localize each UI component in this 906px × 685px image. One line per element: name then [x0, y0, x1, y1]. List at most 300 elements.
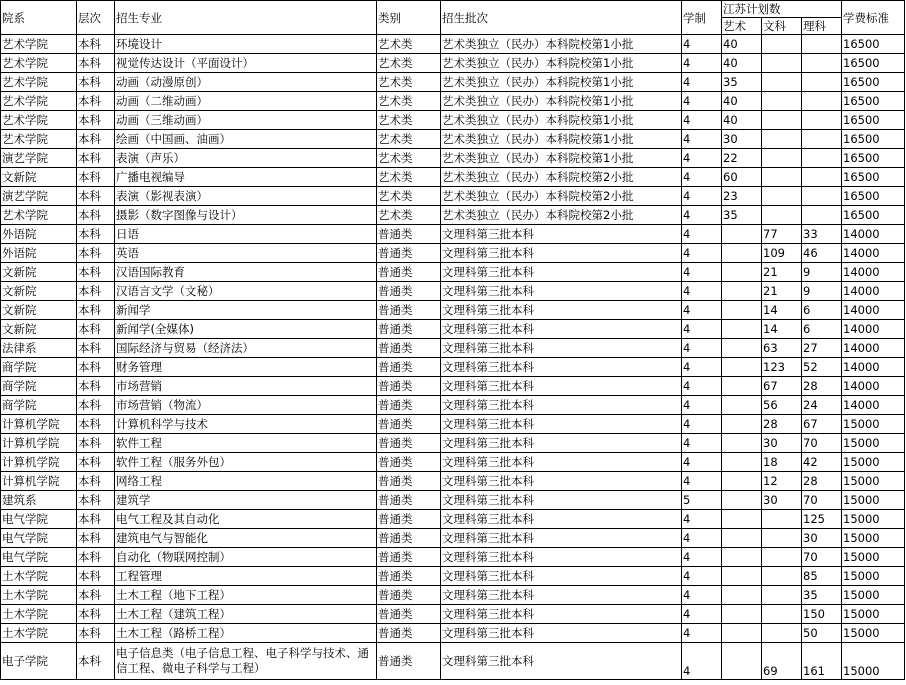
cell-major: 新闻学(全媒体): [115, 320, 377, 339]
cell-duration: 4: [682, 339, 722, 358]
cell-tuition: 16500: [842, 206, 905, 225]
cell-duration: 4: [682, 263, 722, 282]
cell-science: [802, 92, 842, 111]
cell-tuition: 16500: [842, 130, 905, 149]
cell-science: [802, 54, 842, 73]
cell-art: [722, 605, 762, 624]
cell-batch: 艺术类独立（民办）本科院校第2小批: [441, 187, 682, 206]
cell-liberal: [762, 586, 802, 605]
cell-major: 计算机科学与技术: [115, 415, 377, 434]
cell-major: 建筑学: [115, 491, 377, 510]
cell-art: [722, 567, 762, 586]
cell-batch: 文理科第三批本科: [441, 396, 682, 415]
table-row: [1, 130, 905, 149]
cell-batch: 文理科第三批本科: [441, 415, 682, 434]
cell-science: [802, 35, 842, 54]
cell-category: 普通类: [377, 434, 441, 453]
cell-dept: 演艺学院: [1, 187, 77, 206]
table-row: [1, 472, 905, 491]
cell-art: 40: [722, 35, 762, 54]
cell-category: 普通类: [377, 567, 441, 586]
cell-art: [722, 358, 762, 377]
cell-dept: 土木学院: [1, 624, 77, 643]
cell-tuition: 14000: [842, 377, 905, 396]
cell-level: 本科: [77, 510, 115, 529]
cell-art: [722, 301, 762, 320]
cell-tuition: 14000: [842, 244, 905, 263]
cell-tuition: 14000: [842, 358, 905, 377]
table-row: [1, 624, 905, 643]
cell-major: 网络工程: [115, 472, 377, 491]
cell-duration: 4: [682, 130, 722, 149]
cell-liberal: 77: [762, 225, 802, 244]
cell-batch: 文理科第三批本科: [441, 472, 682, 491]
cell-batch: 文理科第三批本科: [441, 263, 682, 282]
header-row: [1, 1, 905, 18]
table-row: [1, 301, 905, 320]
cell-level: 本科: [77, 643, 115, 680]
cell-tuition: 14000: [842, 282, 905, 301]
cell-liberal: [762, 567, 802, 586]
header-dept: 院系: [1, 1, 77, 35]
cell-category: 艺术类: [377, 35, 441, 54]
cell-batch: 文理科第三批本科: [441, 491, 682, 510]
cell-liberal: 123: [762, 358, 802, 377]
table-row: [1, 111, 905, 130]
cell-dept: 电子学院: [1, 643, 77, 680]
cell-tuition: 15000: [842, 434, 905, 453]
cell-duration: 4: [682, 453, 722, 472]
cell-science: 67: [802, 415, 842, 434]
table-row: [1, 377, 905, 396]
cell-dept: 商学院: [1, 396, 77, 415]
cell-liberal: [762, 54, 802, 73]
cell-dept: 艺术学院: [1, 35, 77, 54]
cell-category: 普通类: [377, 491, 441, 510]
cell-liberal: [762, 206, 802, 225]
cell-category: 艺术类: [377, 187, 441, 206]
cell-major: 土木工程（建筑工程）: [115, 605, 377, 624]
cell-liberal: [762, 111, 802, 130]
cell-category: 普通类: [377, 415, 441, 434]
cell-art: 40: [722, 92, 762, 111]
cell-level: 本科: [77, 54, 115, 73]
cell-tuition: 15000: [842, 453, 905, 472]
cell-dept: 文新院: [1, 168, 77, 187]
table-row: [1, 339, 905, 358]
cell-art: 40: [722, 54, 762, 73]
cell-duration: 4: [682, 225, 722, 244]
cell-major: 国际经济与贸易（经济法）: [115, 339, 377, 358]
cell-batch: 文理科第三批本科: [441, 510, 682, 529]
cell-art: [722, 529, 762, 548]
cell-science: 6: [802, 320, 842, 339]
table-row: [1, 605, 905, 624]
cell-tuition: 16500: [842, 168, 905, 187]
cell-major: 新闻学: [115, 301, 377, 320]
cell-category: 普通类: [377, 529, 441, 548]
table-row: [1, 567, 905, 586]
cell-tuition: 14000: [842, 301, 905, 320]
cell-major: 市场营销: [115, 377, 377, 396]
cell-liberal: 14: [762, 301, 802, 320]
cell-tuition: 15000: [842, 643, 905, 680]
table-row: [1, 491, 905, 510]
cell-science: 125: [802, 510, 842, 529]
cell-art: [722, 586, 762, 605]
cell-level: 本科: [77, 320, 115, 339]
table-row: [1, 510, 905, 529]
cell-batch: 艺术类独立（民办）本科院校第1小批: [441, 73, 682, 92]
cell-dept: 土木学院: [1, 567, 77, 586]
cell-art: 35: [722, 206, 762, 225]
cell-science: [802, 168, 842, 187]
cell-batch: 文理科第三批本科: [441, 605, 682, 624]
cell-duration: 4: [682, 206, 722, 225]
cell-dept: 土木学院: [1, 586, 77, 605]
cell-dept: 计算机学院: [1, 434, 77, 453]
cell-category: 普通类: [377, 605, 441, 624]
cell-dept: 电气学院: [1, 510, 77, 529]
cell-batch: 文理科第三批本科: [441, 377, 682, 396]
cell-dept: 艺术学院: [1, 111, 77, 130]
cell-tuition: 16500: [842, 111, 905, 130]
table-row: [1, 187, 905, 206]
cell-art: [722, 624, 762, 643]
table-row: [1, 453, 905, 472]
table-row: [1, 225, 905, 244]
cell-science: [802, 206, 842, 225]
cell-level: 本科: [77, 149, 115, 168]
cell-science: 70: [802, 434, 842, 453]
cell-science: [802, 73, 842, 92]
table-row: [1, 548, 905, 567]
cell-major: 市场营销（物流）: [115, 396, 377, 415]
cell-tuition: 15000: [842, 605, 905, 624]
cell-duration: 4: [682, 605, 722, 624]
cell-level: 本科: [77, 415, 115, 434]
cell-dept: 艺术学院: [1, 92, 77, 111]
cell-liberal: [762, 510, 802, 529]
cell-science: 50: [802, 624, 842, 643]
cell-batch: 艺术类独立（民办）本科院校第1小批: [441, 54, 682, 73]
cell-duration: 4: [682, 548, 722, 567]
cell-art: [722, 377, 762, 396]
cell-science: 161: [802, 643, 842, 680]
cell-level: 本科: [77, 586, 115, 605]
cell-batch: 艺术类独立（民办）本科院校第2小批: [441, 168, 682, 187]
cell-duration: 4: [682, 643, 722, 680]
cell-liberal: 30: [762, 491, 802, 510]
cell-category: 普通类: [377, 453, 441, 472]
table-row: [1, 54, 905, 73]
cell-major: 电子信息类（电子信息工程、电子科学与技术、通信工程、微电子科学与工程）: [115, 643, 377, 680]
cell-liberal: [762, 529, 802, 548]
cell-dept: 文新院: [1, 301, 77, 320]
cell-dept: 计算机学院: [1, 472, 77, 491]
cell-liberal: [762, 35, 802, 54]
cell-tuition: 15000: [842, 510, 905, 529]
cell-science: 27: [802, 339, 842, 358]
cell-tuition: 15000: [842, 491, 905, 510]
cell-tuition: 15000: [842, 624, 905, 643]
cell-duration: 4: [682, 111, 722, 130]
cell-level: 本科: [77, 529, 115, 548]
cell-science: 52: [802, 358, 842, 377]
cell-duration: 4: [682, 54, 722, 73]
cell-category: 普通类: [377, 510, 441, 529]
cell-dept: 艺术学院: [1, 130, 77, 149]
cell-science: 28: [802, 377, 842, 396]
cell-tuition: 14000: [842, 263, 905, 282]
cell-major: 土木工程（地下工程）: [115, 586, 377, 605]
cell-science: 42: [802, 453, 842, 472]
cell-liberal: [762, 149, 802, 168]
cell-art: 22: [722, 149, 762, 168]
cell-art: [722, 396, 762, 415]
header-science: 理科: [802, 18, 842, 35]
cell-liberal: [762, 605, 802, 624]
cell-level: 本科: [77, 282, 115, 301]
cell-major: 汉语言文学（文秘）: [115, 282, 377, 301]
cell-level: 本科: [77, 35, 115, 54]
cell-batch: 文理科第三批本科: [441, 643, 682, 680]
table-row: [1, 320, 905, 339]
cell-dept: 外语院: [1, 225, 77, 244]
cell-duration: 4: [682, 244, 722, 263]
cell-tuition: 16500: [842, 149, 905, 168]
cell-liberal: 109: [762, 244, 802, 263]
cell-tuition: 14000: [842, 396, 905, 415]
cell-category: 艺术类: [377, 73, 441, 92]
cell-science: [802, 111, 842, 130]
cell-category: 艺术类: [377, 149, 441, 168]
cell-science: 70: [802, 548, 842, 567]
cell-science: 6: [802, 301, 842, 320]
cell-art: 23: [722, 187, 762, 206]
cell-batch: 文理科第三批本科: [441, 225, 682, 244]
cell-duration: 4: [682, 73, 722, 92]
cell-major: 自动化（物联网控制）: [115, 548, 377, 567]
cell-level: 本科: [77, 453, 115, 472]
cell-level: 本科: [77, 263, 115, 282]
cell-duration: 4: [682, 301, 722, 320]
header-art: 艺术: [722, 18, 762, 35]
cell-level: 本科: [77, 225, 115, 244]
cell-duration: 4: [682, 187, 722, 206]
table-row: [1, 73, 905, 92]
cell-liberal: [762, 624, 802, 643]
cell-duration: 4: [682, 282, 722, 301]
cell-major: 动画（动漫原创）: [115, 73, 377, 92]
table-row: [1, 149, 905, 168]
cell-category: 普通类: [377, 320, 441, 339]
cell-duration: 4: [682, 377, 722, 396]
cell-level: 本科: [77, 567, 115, 586]
cell-dept: 演艺学院: [1, 149, 77, 168]
cell-tuition: 15000: [842, 586, 905, 605]
cell-liberal: [762, 187, 802, 206]
cell-category: 艺术类: [377, 130, 441, 149]
cell-dept: 文新院: [1, 263, 77, 282]
cell-batch: 文理科第三批本科: [441, 453, 682, 472]
cell-tuition: 16500: [842, 35, 905, 54]
table-row: [1, 358, 905, 377]
cell-art: [722, 434, 762, 453]
cell-art: [722, 282, 762, 301]
cell-art: [722, 225, 762, 244]
cell-dept: 电气学院: [1, 548, 77, 567]
cell-level: 本科: [77, 244, 115, 263]
cell-liberal: 56: [762, 396, 802, 415]
cell-art: 30: [722, 130, 762, 149]
cell-science: 46: [802, 244, 842, 263]
cell-tuition: 15000: [842, 567, 905, 586]
cell-duration: 4: [682, 35, 722, 54]
cell-tuition: 14000: [842, 225, 905, 244]
cell-science: [802, 187, 842, 206]
cell-major: 软件工程（服务外包）: [115, 453, 377, 472]
cell-tuition: 14000: [842, 339, 905, 358]
cell-duration: 4: [682, 567, 722, 586]
cell-major: 表演（影视表演）: [115, 187, 377, 206]
cell-duration: 5: [682, 491, 722, 510]
cell-science: 35: [802, 586, 842, 605]
table-row: [1, 206, 905, 225]
cell-category: 艺术类: [377, 111, 441, 130]
cell-major: 软件工程: [115, 434, 377, 453]
cell-dept: 文新院: [1, 282, 77, 301]
cell-category: 艺术类: [377, 54, 441, 73]
cell-level: 本科: [77, 624, 115, 643]
cell-dept: 法律系: [1, 339, 77, 358]
cell-major: 电气工程及其自动化: [115, 510, 377, 529]
cell-liberal: 12: [762, 472, 802, 491]
cell-major: 建筑电气与智能化: [115, 529, 377, 548]
cell-dept: 外语院: [1, 244, 77, 263]
cell-duration: 4: [682, 472, 722, 491]
cell-art: [722, 244, 762, 263]
cell-major: 绘画（中国画、油画）: [115, 130, 377, 149]
cell-art: [722, 510, 762, 529]
cell-level: 本科: [77, 130, 115, 149]
cell-major: 财务管理: [115, 358, 377, 377]
cell-liberal: [762, 73, 802, 92]
cell-major: 广播电视编导: [115, 168, 377, 187]
cell-category: 普通类: [377, 339, 441, 358]
cell-batch: 文理科第三批本科: [441, 282, 682, 301]
cell-major: 动画（二维动画）: [115, 92, 377, 111]
cell-category: 普通类: [377, 377, 441, 396]
cell-dept: 商学院: [1, 377, 77, 396]
cell-art: [722, 263, 762, 282]
cell-science: [802, 149, 842, 168]
cell-tuition: 15000: [842, 472, 905, 491]
cell-level: 本科: [77, 377, 115, 396]
cell-category: 普通类: [377, 472, 441, 491]
cell-batch: 艺术类独立（民办）本科院校第1小批: [441, 111, 682, 130]
table-row: [1, 415, 905, 434]
cell-category: 普通类: [377, 301, 441, 320]
table-row: [1, 396, 905, 415]
cell-liberal: 30: [762, 434, 802, 453]
header-plan-group: 江苏计划数: [722, 1, 842, 18]
cell-category: 普通类: [377, 282, 441, 301]
cell-batch: 艺术类独立（民办）本科院校第1小批: [441, 35, 682, 54]
cell-art: [722, 339, 762, 358]
header-duration: 学制: [682, 1, 722, 35]
cell-art: [722, 320, 762, 339]
cell-level: 本科: [77, 396, 115, 415]
cell-major: 英语: [115, 244, 377, 263]
cell-batch: 艺术类独立（民办）本科院校第2小批: [441, 206, 682, 225]
cell-level: 本科: [77, 491, 115, 510]
cell-tuition: 16500: [842, 187, 905, 206]
cell-category: 普通类: [377, 586, 441, 605]
cell-batch: 文理科第三批本科: [441, 586, 682, 605]
cell-major: 表演（声乐）: [115, 149, 377, 168]
cell-level: 本科: [77, 434, 115, 453]
cell-dept: 商学院: [1, 358, 77, 377]
cell-level: 本科: [77, 605, 115, 624]
cell-dept: 艺术学院: [1, 73, 77, 92]
cell-art: [722, 472, 762, 491]
cell-tuition: 16500: [842, 73, 905, 92]
cell-batch: 文理科第三批本科: [441, 339, 682, 358]
cell-level: 本科: [77, 301, 115, 320]
cell-dept: 计算机学院: [1, 453, 77, 472]
cell-science: 70: [802, 491, 842, 510]
cell-dept: 计算机学院: [1, 415, 77, 434]
cell-batch: 艺术类独立（民办）本科院校第1小批: [441, 92, 682, 111]
cell-art: 40: [722, 111, 762, 130]
cell-batch: 文理科第三批本科: [441, 320, 682, 339]
cell-major: 土木工程（路桥工程）: [115, 624, 377, 643]
cell-dept: 文新院: [1, 320, 77, 339]
cell-category: 普通类: [377, 643, 441, 680]
cell-major: 工程管理: [115, 567, 377, 586]
cell-science: 9: [802, 263, 842, 282]
cell-major: 动画（三维动画）: [115, 111, 377, 130]
cell-dept: 艺术学院: [1, 206, 77, 225]
table-row: [1, 35, 905, 54]
header-category: 类别: [377, 1, 441, 35]
cell-level: 本科: [77, 339, 115, 358]
cell-art: 60: [722, 168, 762, 187]
cell-science: 9: [802, 282, 842, 301]
cell-duration: 4: [682, 168, 722, 187]
table-row: [1, 529, 905, 548]
cell-batch: 文理科第三批本科: [441, 624, 682, 643]
table-row: [1, 282, 905, 301]
table-row: [1, 643, 905, 680]
cell-batch: 文理科第三批本科: [441, 434, 682, 453]
cell-level: 本科: [77, 111, 115, 130]
cell-major: 环境设计: [115, 35, 377, 54]
cell-batch: 艺术类独立（民办）本科院校第1小批: [441, 149, 682, 168]
cell-science: 150: [802, 605, 842, 624]
cell-dept: 艺术学院: [1, 54, 77, 73]
cell-major: 视觉传达设计（平面设计）: [115, 54, 377, 73]
cell-category: 普通类: [377, 358, 441, 377]
cell-liberal: 69: [762, 643, 802, 680]
cell-liberal: 63: [762, 339, 802, 358]
table-row: [1, 92, 905, 111]
cell-science: [802, 130, 842, 149]
cell-liberal: [762, 92, 802, 111]
cell-tuition: 15000: [842, 529, 905, 548]
cell-liberal: 21: [762, 282, 802, 301]
